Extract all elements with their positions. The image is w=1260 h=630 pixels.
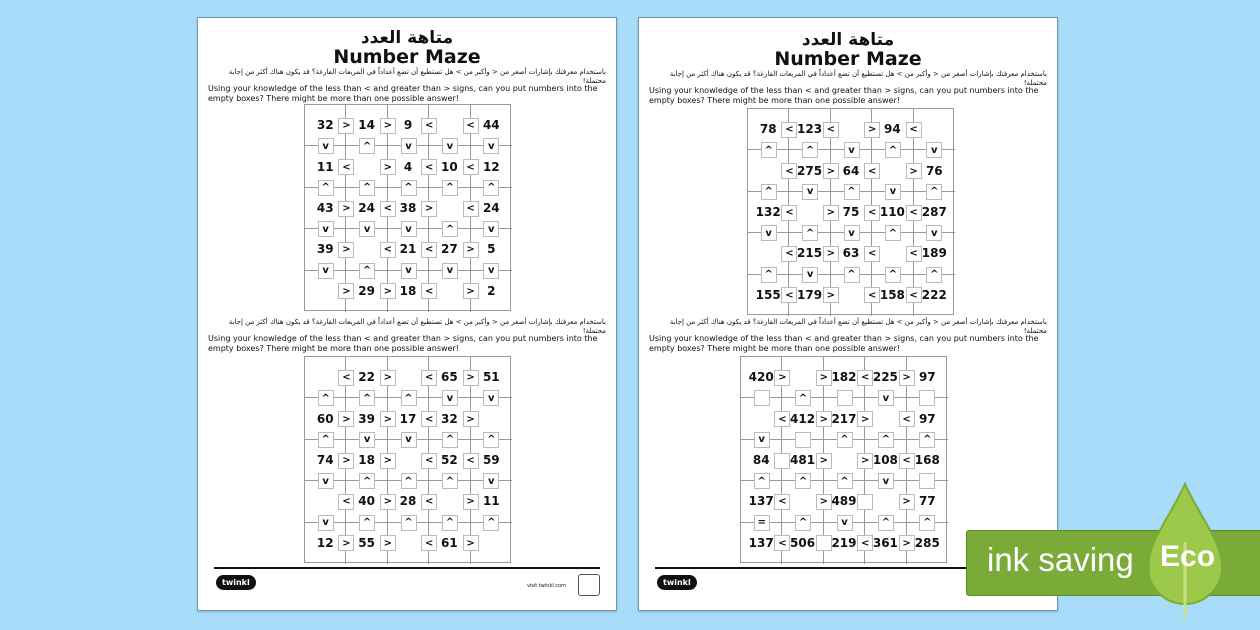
inequality-sign: > bbox=[823, 163, 839, 179]
instructions: Using your knowledge of the less than < and greater than > signs, can you put numbers into the empty boxes? There might be more than one possible answer! bbox=[208, 84, 598, 103]
inequality-sign: < bbox=[421, 118, 437, 134]
maze-number: 137 bbox=[741, 523, 782, 564]
inequality-sign: < bbox=[463, 118, 479, 134]
maze-number: 52 bbox=[429, 440, 470, 481]
quality-badge-icon bbox=[578, 574, 600, 596]
inequality-sign: < bbox=[774, 535, 790, 551]
maze-number: 222 bbox=[921, 288, 947, 303]
inequality-sign: > bbox=[421, 201, 437, 217]
inequality-sign: ^ bbox=[795, 390, 811, 406]
instructions: Using your knowledge of the less than < and greater than > signs, can you put numbers into the empty boxes? There might be more than one possible answer! bbox=[208, 334, 598, 353]
inequality-sign: v bbox=[802, 267, 818, 283]
maze-number: 179 bbox=[789, 275, 830, 316]
maze-number: 94 bbox=[872, 109, 913, 150]
inequality-sign: > bbox=[380, 118, 396, 134]
instructions: Using your knowledge of the less than < and greater than > signs, can you put numbers into the empty boxes? There might be more than one possible answer! bbox=[649, 334, 1039, 353]
inequality-sign: > bbox=[380, 453, 396, 469]
inequality-sign: v bbox=[442, 263, 458, 279]
inequality-sign: v bbox=[754, 432, 770, 448]
worksheet-page-1 bbox=[197, 17, 617, 611]
twinkl-logo: twinkl bbox=[657, 575, 697, 590]
maze-number: 43 bbox=[305, 188, 346, 229]
inequality-sign: v bbox=[318, 263, 334, 279]
inequality-sign: < bbox=[781, 122, 797, 138]
inequality-sign: v bbox=[442, 138, 458, 154]
inequality-sign: ^ bbox=[885, 225, 901, 241]
inequality-sign: v bbox=[844, 225, 860, 241]
inequality-sign: ^ bbox=[926, 184, 942, 200]
inequality-sign: < bbox=[421, 411, 437, 427]
inequality-sign: > bbox=[338, 118, 354, 134]
inequality-sign: v bbox=[844, 142, 860, 158]
maze-number: 18 bbox=[388, 271, 429, 312]
inequality-sign: ^ bbox=[318, 432, 334, 448]
inequality-sign: > bbox=[463, 370, 479, 386]
inequality-sign: < bbox=[421, 159, 437, 175]
maze-number: 21 bbox=[388, 229, 429, 270]
number-maze-4 bbox=[740, 356, 947, 563]
inequality-sign: < bbox=[864, 246, 880, 262]
maze-number: 182 bbox=[824, 357, 865, 398]
inequality-sign: ^ bbox=[919, 432, 935, 448]
maze-number: 4 bbox=[388, 146, 429, 187]
inequality-sign: < bbox=[421, 283, 437, 299]
inequality-sign: ^ bbox=[442, 473, 458, 489]
inequality-sign: > bbox=[338, 453, 354, 469]
arabic-instructions: باستخدام معرفتك بإشارات أصغر من < وأكبر من > هل تستطيع أن تضع أعداداً في المربعات الفارغة؟ قد يكون هناك أكثر من إجابة محتملة! bbox=[228, 68, 606, 85]
maze-number: 44 bbox=[471, 105, 512, 146]
inequality-sign: > bbox=[906, 163, 922, 179]
arabic-instructions: باستخدام معرفتك بإشارات أصغر من < وأكبر من > هل تستطيع أن تضع أعداداً في المربعات الفارغة؟ قد يكون هناك أكثر من إجابة محتملة! bbox=[228, 318, 606, 335]
inequality-sign: > bbox=[857, 453, 873, 469]
inequality-sign: > bbox=[380, 283, 396, 299]
inequality-sign: > bbox=[338, 411, 354, 427]
inequality-sign: v bbox=[483, 138, 499, 154]
inequality-sign: > bbox=[899, 494, 915, 510]
inequality-sign: > bbox=[380, 159, 396, 175]
inequality-sign: v bbox=[926, 225, 942, 241]
inequality-sign: v bbox=[926, 142, 942, 158]
maze-number: 97 bbox=[907, 357, 948, 398]
inequality-sign: ^ bbox=[837, 473, 853, 489]
inequality-sign: ^ bbox=[844, 267, 860, 283]
inequality-sign: > bbox=[899, 370, 915, 386]
inequality-sign: < bbox=[899, 453, 915, 469]
arabic-instructions: باستخدام معرفتك بإشارات أصغر من < وأكبر من > هل تستطيع أن تضع أعداداً في المربعات الفارغة؟ قد يكون هناك أكثر من إجابة محتملة! bbox=[669, 318, 1047, 335]
maze-number: 24 bbox=[346, 188, 387, 229]
inequality-sign: ^ bbox=[761, 267, 777, 283]
inequality-sign: < bbox=[421, 535, 437, 551]
inequality-sign: < bbox=[463, 201, 479, 217]
maze-number: 10 bbox=[429, 146, 470, 187]
inequality-sign: > bbox=[463, 535, 479, 551]
inequality-sign: v bbox=[837, 515, 853, 531]
inequality-sign: v bbox=[359, 432, 375, 448]
inequality-sign: < bbox=[380, 201, 396, 217]
inequality-sign: > bbox=[816, 411, 832, 427]
inequality-sign: > bbox=[857, 411, 873, 427]
inequality-sign: v bbox=[318, 515, 334, 531]
maze-number: 27 bbox=[429, 229, 470, 270]
maze-number: 29 bbox=[346, 271, 387, 312]
maze-number: 75 bbox=[831, 192, 872, 233]
inequality-sign: < bbox=[864, 287, 880, 303]
maze-number: 14 bbox=[346, 105, 387, 146]
inequality-sign: < bbox=[421, 453, 437, 469]
maze-number: 287 bbox=[914, 192, 955, 233]
inequality-sign: v bbox=[401, 263, 417, 279]
inequality-sign: ^ bbox=[442, 180, 458, 196]
inequality-sign: > bbox=[899, 535, 915, 551]
inequality-sign: ^ bbox=[442, 221, 458, 237]
empty-sign-box[interactable] bbox=[919, 473, 935, 489]
maze-number: 39 bbox=[346, 398, 387, 439]
inequality-sign: < bbox=[906, 205, 922, 221]
inequality-sign: v bbox=[483, 263, 499, 279]
maze-number: 84 bbox=[741, 440, 782, 481]
inequality-sign: > bbox=[338, 242, 354, 258]
arabic-title: متاهة العدد bbox=[360, 28, 454, 48]
maze-number: 32 bbox=[429, 398, 470, 439]
inequality-sign: > bbox=[823, 287, 839, 303]
inequality-sign: < bbox=[380, 242, 396, 258]
inequality-sign: < bbox=[906, 122, 922, 138]
inequality-sign: ^ bbox=[359, 473, 375, 489]
inequality-sign: > bbox=[338, 283, 354, 299]
inequality-sign: > bbox=[338, 201, 354, 217]
inequality-sign: ^ bbox=[401, 473, 417, 489]
inequality-sign: > bbox=[463, 283, 479, 299]
empty-sign-box[interactable] bbox=[837, 390, 853, 406]
inequality-sign: ^ bbox=[844, 184, 860, 200]
inequality-sign: > bbox=[380, 535, 396, 551]
inequality-sign: < bbox=[781, 287, 797, 303]
inequality-sign: > bbox=[380, 411, 396, 427]
maze-number: 189 bbox=[914, 233, 955, 274]
inequality-sign: < bbox=[463, 159, 479, 175]
page-title: Number Maze bbox=[774, 48, 922, 70]
inequality-sign: < bbox=[421, 242, 437, 258]
maze-number: 412 bbox=[782, 398, 823, 439]
inequality-sign: v bbox=[761, 225, 777, 241]
maze-number: 361 bbox=[865, 523, 906, 564]
arabic-title: متاهة العدد bbox=[801, 30, 895, 50]
maze-number: 61 bbox=[429, 523, 470, 564]
inequality-sign: v bbox=[878, 390, 894, 406]
inequality-sign: < bbox=[421, 494, 437, 510]
eco-label: Eco bbox=[1160, 540, 1216, 573]
inequality-sign: < bbox=[823, 122, 839, 138]
inequality-sign: v bbox=[318, 473, 334, 489]
inequality-sign: ^ bbox=[359, 263, 375, 279]
inequality-sign: < bbox=[774, 494, 790, 510]
maze-number: 64 bbox=[831, 150, 872, 191]
inequality-sign: ^ bbox=[442, 515, 458, 531]
maze-number: 158 bbox=[872, 275, 913, 316]
inequality-sign: ^ bbox=[483, 515, 499, 531]
maze-number: 481 bbox=[782, 440, 823, 481]
maze-number: 123 bbox=[789, 109, 830, 150]
inequality-sign: < bbox=[864, 205, 880, 221]
inequality-sign: ^ bbox=[359, 390, 375, 406]
maze-number: 77 bbox=[907, 481, 948, 522]
maze-number: 12 bbox=[305, 523, 346, 564]
maze-number: 11 bbox=[305, 146, 346, 187]
maze-number: 55 bbox=[346, 523, 387, 564]
empty-sign-box[interactable] bbox=[919, 390, 935, 406]
inequality-sign: ^ bbox=[442, 432, 458, 448]
maze-number: 32 bbox=[305, 105, 346, 146]
inequality-sign: > bbox=[823, 205, 839, 221]
inequality-sign: < bbox=[857, 370, 873, 386]
maze-number: 2 bbox=[487, 284, 496, 299]
inequality-sign: ^ bbox=[761, 142, 777, 158]
maze-number: 168 bbox=[907, 440, 948, 481]
inequality-sign: v bbox=[401, 138, 417, 154]
inequality-sign: < bbox=[781, 205, 797, 221]
visit-link: visit twinkl.com bbox=[526, 583, 566, 589]
inequality-sign: < bbox=[899, 411, 915, 427]
inequality-sign: ^ bbox=[359, 138, 375, 154]
inequality-sign: v bbox=[318, 138, 334, 154]
inequality-sign: v bbox=[318, 221, 334, 237]
maze-number: 63 bbox=[831, 233, 872, 274]
maze-number: 22 bbox=[346, 357, 387, 398]
maze-number: 17 bbox=[388, 398, 429, 439]
maze-number: 39 bbox=[305, 229, 346, 270]
maze-number: 285 bbox=[914, 536, 940, 551]
inequality-sign: > bbox=[823, 246, 839, 262]
maze-number: 217 bbox=[824, 398, 865, 439]
maze-number: 97 bbox=[907, 398, 948, 439]
maze-number: 65 bbox=[429, 357, 470, 398]
inequality-sign: > bbox=[463, 494, 479, 510]
maze-number: 420 bbox=[741, 357, 782, 398]
maze-number: 60 bbox=[305, 398, 346, 439]
inequality-sign: ^ bbox=[401, 390, 417, 406]
inequality-sign: ^ bbox=[318, 390, 334, 406]
inequality-sign: > bbox=[463, 242, 479, 258]
maze-number: 5 bbox=[471, 229, 512, 270]
arabic-instructions: باستخدام معرفتك بإشارات أصغر من < وأكبر من > هل تستطيع أن تضع أعداداً في المربعات الفارغة؟ قد يكون هناك أكثر من إجابة محتملة! bbox=[669, 70, 1047, 87]
inequality-sign: > bbox=[463, 411, 479, 427]
maze-number: 225 bbox=[865, 357, 906, 398]
inequality-sign: = bbox=[754, 515, 770, 531]
inequality-sign: ^ bbox=[919, 515, 935, 531]
inequality-sign: ^ bbox=[885, 267, 901, 283]
inequality-sign: > bbox=[816, 453, 832, 469]
instructions: Using your knowledge of the less than < and greater than > signs, can you put numbers into the empty boxes? There might be more than one possible answer! bbox=[649, 86, 1039, 105]
inequality-sign: ^ bbox=[401, 515, 417, 531]
inequality-sign: v bbox=[802, 184, 818, 200]
inequality-sign: < bbox=[338, 370, 354, 386]
inequality-sign: v bbox=[401, 221, 417, 237]
inequality-sign: < bbox=[906, 246, 922, 262]
empty-sign-box[interactable] bbox=[857, 494, 873, 510]
inequality-sign: < bbox=[421, 370, 437, 386]
maze-number: 108 bbox=[865, 440, 906, 481]
inequality-sign: ^ bbox=[359, 180, 375, 196]
inequality-sign: > bbox=[338, 535, 354, 551]
inequality-sign: < bbox=[781, 163, 797, 179]
empty-sign-box[interactable] bbox=[774, 453, 790, 469]
inequality-sign: < bbox=[864, 163, 880, 179]
maze-number: 132 bbox=[748, 192, 789, 233]
maze-number: 40 bbox=[346, 481, 387, 522]
inequality-sign: v bbox=[483, 390, 499, 406]
inequality-sign: ^ bbox=[754, 473, 770, 489]
maze-number: 78 bbox=[748, 109, 789, 150]
inequality-sign: ^ bbox=[401, 180, 417, 196]
inequality-sign: > bbox=[864, 122, 880, 138]
inequality-sign: ^ bbox=[795, 515, 811, 531]
footer-divider bbox=[214, 567, 600, 569]
inequality-sign: ^ bbox=[878, 432, 894, 448]
inequality-sign: < bbox=[857, 535, 873, 551]
maze-number: 18 bbox=[346, 440, 387, 481]
maze-number: 11 bbox=[471, 481, 512, 522]
inequality-sign: > bbox=[380, 494, 396, 510]
inequality-sign: v bbox=[483, 473, 499, 489]
inequality-sign: v bbox=[401, 432, 417, 448]
inequality-sign: ^ bbox=[837, 432, 853, 448]
maze-number: 110 bbox=[872, 192, 913, 233]
inequality-sign: > bbox=[816, 370, 832, 386]
inequality-sign: > bbox=[816, 494, 832, 510]
inequality-sign: v bbox=[878, 473, 894, 489]
maze-number: 489 bbox=[824, 481, 865, 522]
inequality-sign: ^ bbox=[802, 225, 818, 241]
inequality-sign: ^ bbox=[483, 180, 499, 196]
maze-number: 28 bbox=[388, 481, 429, 522]
inequality-sign: v bbox=[442, 390, 458, 406]
maze-number: 74 bbox=[305, 440, 346, 481]
inequality-sign: ^ bbox=[926, 267, 942, 283]
maze-number: 51 bbox=[471, 357, 512, 398]
number-maze-1 bbox=[304, 104, 511, 311]
inequality-sign: < bbox=[781, 246, 797, 262]
inequality-sign: ^ bbox=[802, 142, 818, 158]
inequality-sign: ^ bbox=[359, 515, 375, 531]
inequality-sign: ^ bbox=[885, 142, 901, 158]
maze-number: 24 bbox=[471, 188, 512, 229]
number-maze-2 bbox=[304, 356, 511, 563]
inequality-sign: v bbox=[359, 221, 375, 237]
inequality-sign: ^ bbox=[761, 184, 777, 200]
inequality-sign: ^ bbox=[318, 180, 334, 196]
empty-sign-box[interactable] bbox=[795, 432, 811, 448]
maze-number: 275 bbox=[789, 150, 830, 191]
inequality-sign: < bbox=[338, 494, 354, 510]
maze-number: 9 bbox=[388, 105, 429, 146]
inequality-sign: > bbox=[774, 370, 790, 386]
empty-sign-box[interactable] bbox=[754, 390, 770, 406]
maze-number: 155 bbox=[748, 275, 789, 316]
maze-number: 12 bbox=[471, 146, 512, 187]
inequality-sign: v bbox=[885, 184, 901, 200]
maze-number: 215 bbox=[789, 233, 830, 274]
inequality-sign: ^ bbox=[483, 432, 499, 448]
inequality-sign: < bbox=[463, 453, 479, 469]
worksheet-page-2 bbox=[638, 17, 1058, 611]
maze-number: 76 bbox=[914, 150, 955, 191]
empty-sign-box[interactable] bbox=[816, 535, 832, 551]
inequality-sign: < bbox=[774, 411, 790, 427]
inequality-sign: > bbox=[380, 370, 396, 386]
inequality-sign: < bbox=[906, 287, 922, 303]
inequality-sign: ^ bbox=[878, 515, 894, 531]
inequality-sign: v bbox=[483, 221, 499, 237]
inequality-sign: < bbox=[338, 159, 354, 175]
ink-saving-label: ink saving bbox=[987, 541, 1134, 578]
maze-number: 59 bbox=[471, 440, 512, 481]
maze-number: 219 bbox=[824, 523, 865, 564]
twinkl-logo: twinkl bbox=[216, 575, 256, 590]
number-maze-3 bbox=[747, 108, 954, 315]
maze-number: 38 bbox=[388, 188, 429, 229]
inequality-sign: ^ bbox=[795, 473, 811, 489]
maze-number: 506 bbox=[782, 523, 823, 564]
page-title: Number Maze bbox=[333, 46, 481, 68]
maze-number: 137 bbox=[741, 481, 782, 522]
